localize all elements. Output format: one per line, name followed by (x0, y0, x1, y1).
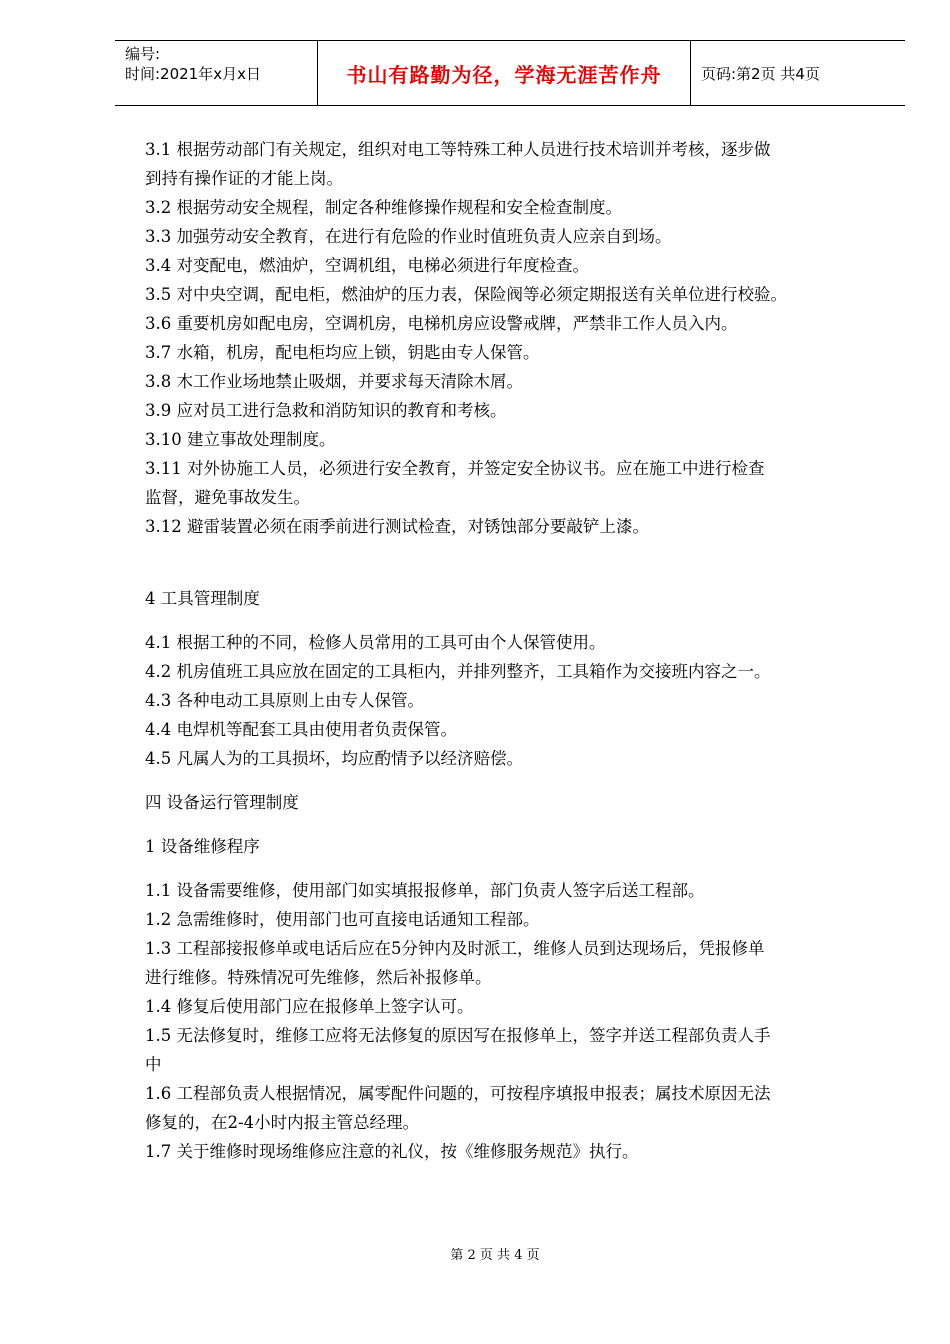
paragraph-line: 3.7 水箱，机房，配电柜均应上锁，钥匙由专人保管。 (145, 343, 540, 362)
paragraph-line: 3.8 木工作业场地禁止吸烟，并要求每天清除木屑。 (145, 372, 523, 391)
paragraph-line: 3.1 根据劳动部门有关规定，组织对电工等特殊工种人员进行技术培训并考核，逐步做 (145, 140, 771, 159)
paragraph-line: 1.6 工程部负责人根据情况，属零配件问题的，可按程序填报申报表；属技术原因无法 (145, 1084, 771, 1103)
paragraph-line: 3.3 加强劳动安全教育，在进行有危险的作业时值班负责人应亲自到场。 (145, 227, 672, 246)
section-safety-items (145, 135, 880, 541)
paragraph-line: 1.4 修复后使用部门应在报修单上签字认可。 (145, 997, 474, 1016)
chapter-heading-equipment-operation: 四 设备运行管理制度 (145, 793, 299, 812)
paragraph-line: 1.5 无法修复时，维修工应将无法修复的原因写在报修单上，签字并送工程部负责人手 (145, 1026, 771, 1045)
header-meta (115, 41, 317, 105)
header-number: 编号: (125, 45, 161, 63)
document-body (145, 135, 880, 1166)
header-time: 时间:2021年x月x日 (125, 65, 261, 83)
paragraph-line: 3.10 建立事故处理制度。 (145, 430, 336, 449)
paragraph-line: 1.7 关于维修时现场维修应注意的礼仪，按《维修服务规范》执行。 (145, 1142, 639, 1161)
spacer (145, 541, 880, 584)
section-heading-maintenance: 1 设备维修程序 (145, 837, 260, 856)
spacer (145, 817, 880, 832)
paragraph-line: 监督，避免事故发生。 (145, 488, 310, 507)
paragraph-line: 3.9 应对员工进行急救和消防知识的教育和考核。 (145, 401, 507, 420)
header-slogan: 书山有路勤为径，学海无涯苦作舟 (317, 41, 691, 105)
spacer (145, 861, 880, 876)
paragraph-line: 3.11 对外协施工人员，必须进行安全教育，并签定安全协议书。应在施工中进行检查 (145, 459, 765, 478)
page-footer: 第 2 页 共 4 页 (450, 1248, 540, 1263)
paragraph-line: 4.1 根据工种的不同，检修人员常用的工具可由个人保管使用。 (145, 633, 606, 652)
section-tools-items (145, 628, 880, 773)
paragraph-line: 3.2 根据劳动安全规程，制定各种维修操作规程和安全检查制度。 (145, 198, 622, 217)
header-page-number: 页码:第2页 共4页 (701, 64, 820, 83)
section-maintenance-items (145, 876, 880, 1166)
paragraph-line: 到持有操作证的才能上岗。 (145, 169, 343, 188)
paragraph-line: 4.4 电焊机等配套工具由使用者负责保管。 (145, 720, 457, 739)
paragraph-line: 中 (145, 1055, 162, 1074)
paragraph-line: 3.12 避雷装置必须在雨季前进行测试检查，对锈蚀部分要敲铲上漆。 (145, 517, 649, 536)
paragraph-line: 修复的，在2-4小时内报主管总经理。 (145, 1113, 420, 1132)
paragraph-line: 1.2 急需维修时，使用部门也可直接电话通知工程部。 (145, 910, 540, 929)
paragraph-line: 3.4 对变配电，燃油炉，空调机组，电梯必须进行年度检查。 (145, 256, 589, 275)
paragraph-line: 3.5 对中央空调，配电柜，燃油炉的压力表，保险阀等必须定期报送有关单位进行校验。 (145, 285, 787, 304)
paragraph-line: 4.5 凡属人为的工具损坏，均应酌情予以经济赔偿。 (145, 749, 523, 768)
page-header (115, 40, 905, 106)
spacer (145, 773, 880, 788)
paragraph-line: 3.6 重要机房如配电房，空调机房，电梯机房应设警戒牌，严禁非工作人员入内。 (145, 314, 738, 333)
paragraph-line: 4.3 各种电动工具原则上由专人保管。 (145, 691, 424, 710)
paragraph-line: 1.1 设备需要维修，使用部门如实填报报修单，部门负责人签字后送工程部。 (145, 881, 705, 900)
paragraph-line: 1.3 工程部接报修单或电话后应在5分钟内及时派工，维修人员到达现场后，凭报修单 (145, 939, 765, 958)
section-heading-tools: 4 工具管理制度 (145, 589, 260, 608)
spacer (145, 613, 880, 628)
paragraph-line: 进行维修。特殊情况可先维修，然后补报修单。 (145, 968, 492, 987)
paragraph-line: 4.2 机房值班工具应放在固定的工具柜内，并排列整齐，工具箱作为交接班内容之一。 (145, 662, 771, 681)
